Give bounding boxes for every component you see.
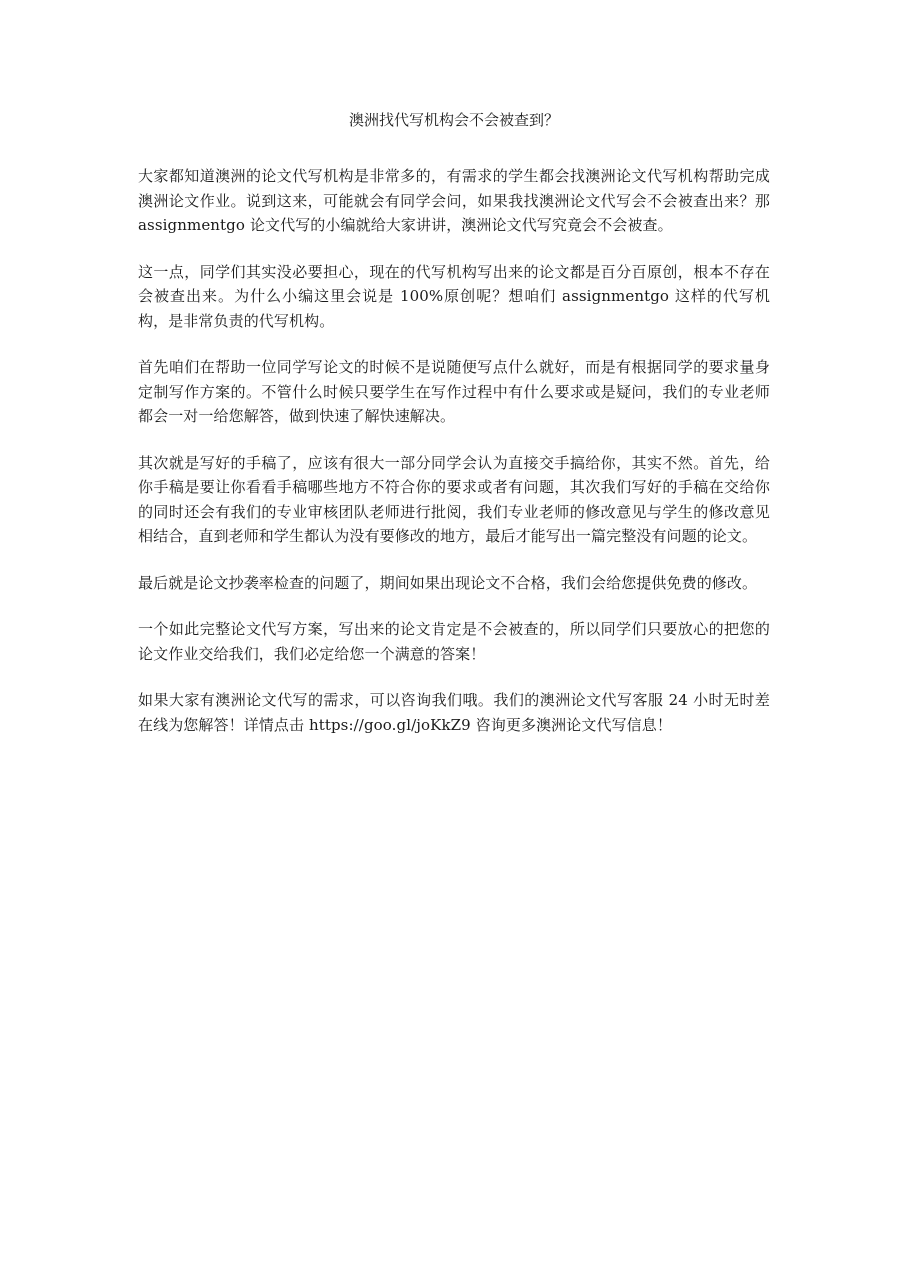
paragraph-intro: 大家都知道澳洲的论文代写机构是非常多的，有需求的学生都会找澳洲论文代写机构帮助完成澳洲论文作业。说到这来，可能就会有同学会问，如果我找澳洲论文代写会不会被查出来？那 assignmentgo 论文代写的小编就给大家讲讲，澳洲论文代写究竟会不会被查。 <box>138 167 770 234</box>
paragraph-plagiarism-check: 最后就是论文抄袭率检查的问题了，期间如果出现论文不合格，我们会给您提供免费的修改。 <box>138 573 758 592</box>
document-page <box>138 108 770 759</box>
paragraph-contact: 如果大家有澳洲论文代写的需求，可以咨询我们哦。我们的澳洲论文代写客服 24 小时无时差在线为您解答！详情点击 https://goo.gl/joKkZ9 咨询更多澳洲论文代写信息！ <box>138 691 770 734</box>
paragraph-conclusion: 一个如此完整论文代写方案，写出来的论文肯定是不会被查的，所以同学们只要放心的把您的论文作业交给我们，我们必定给您一个满意的答案！ <box>138 620 770 663</box>
paragraph-manuscript-review: 其次就是写好的手稿了，应该有很大一部分同学会认为直接交手搞给你，其实不然。首先，给你手稿是要让你看看手稿哪些地方不符合你的要求或者有问题，其次我们写好的手稿在交给你的同时还会有我们的专业审核团队老师进行批阅，我们专业老师的修改意见与学生的修改意见相结合，直到老师和学生都认为没有要修改的地方，最后才能写出一篇完整没有问题的论文。 <box>138 453 770 545</box>
paragraph-custom-plan: 首先咱们在帮助一位同学写论文的时候不是说随便写点什么就好，而是有根据同学的要求量身定制写作方案的。不管什么时候只要学生在写作过程中有什么要求或是疑问，我们的专业老师都会一对一给您解答，做到快速了解快速解决。 <box>138 358 770 425</box>
paragraph-originality: 这一点，同学们其实没必要担心，现在的代写机构写出来的论文都是百分百原创，根本不存在会被查出来。为什么小编这里会说是 100%原创呢？想咱们 assignmentgo 这样的代写机构，是非常负责的代写机构。 <box>138 262 770 330</box>
document-title: 澳洲找代写机构会不会被查到？ <box>348 111 559 129</box>
